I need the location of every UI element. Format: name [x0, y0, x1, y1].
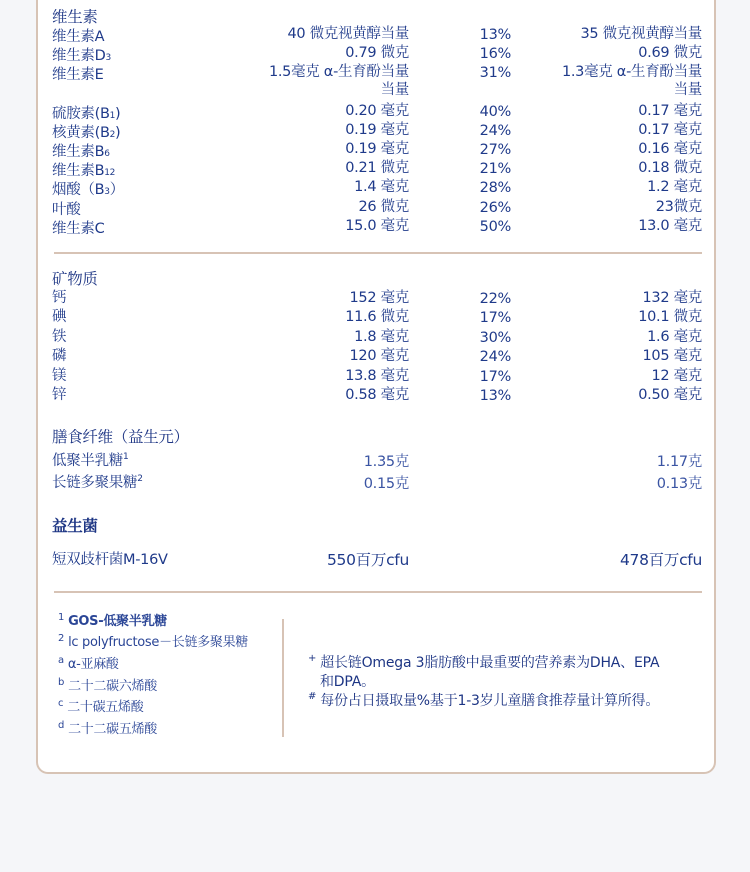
- note-continued: 和DPA。: [320, 674, 375, 690]
- footnote-mark: 2: [137, 474, 143, 485]
- value-per-100: 0.18 微克: [638, 160, 702, 176]
- footnote-mark: 1: [58, 611, 65, 623]
- daily-percent: 24%: [479, 349, 511, 365]
- note-mark: +: [308, 653, 317, 665]
- value-per-serving: 152 毫克: [349, 290, 409, 306]
- nutrient-name: 镁: [52, 368, 67, 384]
- footnote: [58, 719, 157, 738]
- value-per-100: 0.17 毫克: [638, 103, 702, 119]
- daily-percent: 22%: [479, 291, 511, 307]
- nutrient-name: 锌: [52, 387, 67, 403]
- daily-percent: 17%: [479, 369, 511, 385]
- value-per-serving: 40 微克视黄醇当量: [287, 26, 409, 42]
- footnote-mark: b: [58, 676, 65, 688]
- nutrient-name-subscript: 6: [104, 149, 110, 159]
- nutrient-name-main: 维生素B: [52, 163, 105, 179]
- value-per-100: 12 毫克: [651, 368, 702, 384]
- value-per-100: 0.69 微克: [638, 45, 702, 61]
- daily-percent: 40%: [479, 104, 511, 120]
- value-per-100: 35 微克视黄醇当量: [580, 26, 702, 42]
- value-per-serving: 0.19 毫克: [345, 122, 409, 138]
- nutrition-facts-card: [36, 0, 716, 774]
- value-per-100: 0.13克: [656, 476, 702, 492]
- footnote-mark: a: [58, 654, 64, 666]
- note-mark: #: [308, 691, 317, 703]
- value-per-serving: 120 毫克: [349, 348, 409, 364]
- nutrient-name-tail: ): [115, 125, 121, 141]
- value-per-serving: 0.19 毫克: [345, 141, 409, 157]
- section-divider: [54, 591, 702, 593]
- value-per-serving: 11.6 微克: [345, 309, 409, 325]
- nutrient-name: 短双歧杆菌M-16V: [52, 552, 168, 568]
- nutrient-name: [52, 181, 124, 201]
- nutrient-name-tail: ): [115, 106, 121, 122]
- note-text: 每份占日摄取量%基于1-3岁儿童膳食推荐量计算所得。: [320, 693, 660, 709]
- value-per-serving: 0.20 毫克: [345, 103, 409, 119]
- nutrient-name: 钙: [52, 290, 67, 306]
- nutrient-name: [52, 474, 143, 492]
- daily-percent: 28%: [479, 180, 511, 196]
- value-per-100-continued: 当量: [673, 82, 702, 98]
- value-per-100: 105 毫克: [642, 348, 702, 364]
- section-heading-probiotics: 益生菌: [52, 517, 98, 535]
- value-per-serving: 1.8 毫克: [354, 329, 409, 345]
- daily-percent: 50%: [479, 219, 511, 235]
- value-per-100: 1.17克: [656, 454, 702, 470]
- section-divider: [54, 252, 702, 254]
- footnote-mark: 1: [123, 452, 129, 463]
- value-per-serving-continued: 当量: [380, 82, 409, 98]
- value-per-serving: 0.79 微克: [345, 45, 409, 61]
- nutrient-name-subscript: 12: [104, 168, 116, 178]
- nutrient-name-main: 低聚半乳糖: [52, 453, 123, 469]
- nutrient-name-main: 核黄素(B: [52, 125, 110, 141]
- nutrient-name: 维生素A: [52, 29, 105, 45]
- nutrient-name: [52, 105, 120, 125]
- value-per-serving: 26 微克: [358, 199, 409, 215]
- daily-percent: 27%: [479, 142, 511, 158]
- daily-percent: 26%: [479, 200, 511, 216]
- footnote-text: lc polyfructose－长链多聚果糖: [68, 635, 248, 650]
- value-per-serving: 13.8 毫克: [345, 368, 409, 384]
- daily-percent: 13%: [479, 388, 511, 404]
- value-per-100: 1.2 毫克: [647, 179, 702, 195]
- nutrient-name: 磷: [52, 348, 67, 364]
- footnote: [58, 632, 248, 651]
- nutrient-name: 维生素C: [52, 221, 105, 237]
- value-per-serving: 1.5毫克 α-生育酚当量: [268, 64, 409, 80]
- daily-percent: 21%: [479, 161, 511, 177]
- nutrient-name-main: 长链多聚果糖: [52, 475, 138, 491]
- footnote-text: 二十碳五烯酸: [67, 700, 144, 715]
- daily-percent: 13%: [479, 27, 511, 43]
- footnote-mark: 2: [58, 632, 65, 644]
- value-per-serving: 0.15克: [363, 476, 409, 492]
- daily-percent: 16%: [479, 46, 511, 62]
- nutrient-name: [52, 47, 111, 67]
- nutrient-name-main: 维生素B: [52, 144, 105, 160]
- footnote: [58, 611, 167, 630]
- nutrient-name: 维生素E: [52, 67, 104, 83]
- nutrient-name-subscript: 2: [109, 130, 116, 140]
- nutrient-name-main: 维生素D: [52, 48, 106, 64]
- footnote: [58, 697, 144, 716]
- footnote: [58, 654, 119, 673]
- value-per-100: 13.0 毫克: [638, 218, 702, 234]
- value-per-serving: 1.4 毫克: [354, 179, 409, 195]
- nutrient-name: 碘: [52, 309, 67, 325]
- note: [308, 654, 659, 672]
- nutrient-name-tail: ）: [109, 182, 124, 198]
- nutrient-name-subscript: 3: [105, 53, 111, 63]
- footnote: [58, 676, 157, 695]
- value-per-100: 0.50 毫克: [638, 387, 702, 403]
- value-per-serving: 1.35克: [363, 454, 409, 470]
- value-per-serving: 0.21 微克: [345, 160, 409, 176]
- nutrient-name-subscript: 1: [109, 111, 116, 121]
- footnote-text: 二十二碳五烯酸: [68, 722, 157, 737]
- footnote-mark: d: [58, 719, 65, 731]
- value-per-serving: 550百万cfu: [327, 551, 409, 569]
- value-per-serving: 15.0 毫克: [345, 218, 409, 234]
- value-per-100: 132 毫克: [642, 290, 702, 306]
- daily-percent: 30%: [479, 330, 511, 346]
- daily-percent: 31%: [479, 65, 511, 81]
- value-per-serving: 0.58 毫克: [345, 387, 409, 403]
- note: [308, 692, 659, 710]
- footnote-text: α-亚麻酸: [67, 657, 119, 672]
- nutrient-name: [52, 452, 128, 470]
- section-heading-vitamins: 维生素: [52, 8, 98, 26]
- footnote-text: 二十二碳六烯酸: [68, 679, 157, 694]
- value-per-100: 23微克: [655, 199, 702, 215]
- footnote-mark: c: [58, 697, 64, 709]
- nutrient-name: [52, 124, 120, 144]
- nutrient-name-main: 烟酸（B: [52, 182, 105, 198]
- value-per-100: 478百万cfu: [620, 551, 702, 569]
- nutrient-name: [52, 143, 110, 163]
- value-per-100: 1.6 毫克: [647, 329, 702, 345]
- nutrient-name: 铁: [52, 329, 67, 345]
- value-per-100: 1.3毫克 α-生育酚当量: [561, 64, 702, 80]
- nutrient-name-main: 硫胺素(B: [52, 106, 110, 122]
- footnote-divider: [282, 619, 284, 737]
- nutrient-name-subscript: 3: [104, 187, 110, 197]
- note-text: 超长链Omega 3脂肪酸中最重要的营养素为DHA、EPA: [320, 655, 660, 671]
- footnote-text: GOS-低聚半乳糖: [68, 614, 167, 629]
- nutrient-name: [52, 162, 115, 182]
- value-per-100: 10.1 微克: [638, 309, 702, 325]
- value-per-100: 0.16 毫克: [638, 141, 702, 157]
- daily-percent: 17%: [479, 310, 511, 326]
- nutrient-name: 叶酸: [52, 202, 81, 218]
- value-per-100: 0.17 毫克: [638, 122, 702, 138]
- section-heading-fiber: 膳食纤维（益生元）: [52, 428, 189, 446]
- section-heading-minerals: 矿物质: [52, 270, 98, 288]
- daily-percent: 24%: [479, 123, 511, 139]
